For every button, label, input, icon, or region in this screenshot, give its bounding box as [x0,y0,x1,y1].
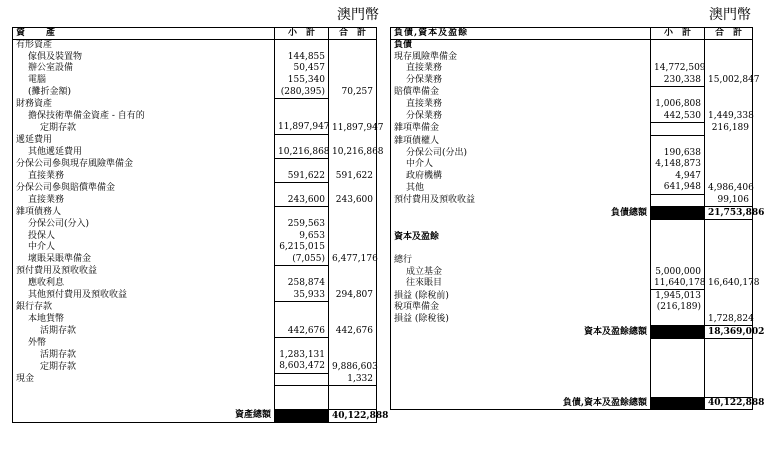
line-item-row [391,87,753,99]
total-value: 216,189 [705,123,753,136]
total-value [329,278,377,290]
subtotal-value [275,337,329,349]
grand-total-row-value: 40,122,888 [705,397,753,410]
spacer-row [13,386,377,398]
total-value [705,171,753,183]
line-item-label: 政府機構 [406,170,443,181]
line-item-label: 總行 [394,254,413,265]
spacer-row [391,362,753,374]
subtotal-value [275,183,329,195]
line-item-row [391,182,753,194]
line-item-row [13,134,377,146]
line-item-label: 雜項債務人 [16,207,62,218]
subtotal-value [275,158,329,170]
line-item-row [391,135,753,147]
total-value [329,231,377,243]
line-item-label: 其他遞延費用 [28,146,83,157]
line-item-row [391,171,753,183]
total-value [705,159,753,171]
line-item-label: 中介人 [28,242,56,253]
total-value [329,302,377,314]
spacer-cell [329,398,377,410]
subtotal-value: 442,676 [275,325,329,337]
total-value [705,290,753,302]
line-item-row [13,158,377,170]
subtotal-value: 230,338 [651,75,705,87]
total-value [329,219,377,231]
line-item-row [391,63,753,75]
line-item-label: 定期存款 [40,361,77,372]
total-value [705,302,753,314]
line-item-row [13,325,377,337]
subtotal-value: 11,897,947 [275,122,329,134]
line-item-row [13,122,377,134]
total-value: 1,728,824 [705,314,753,326]
spacer-cell [705,350,753,362]
line-item-row [13,266,377,278]
line-item-row [13,231,377,243]
line-item-label: 預付費用及預收收益 [16,266,98,277]
line-item-row [13,63,377,75]
line-item-label: 有形資產 [16,40,53,51]
line-item-label: 雜項債權人 [394,135,440,146]
line-item-row [13,361,377,373]
total-value: 1,449,338 [705,111,753,123]
total-value [705,87,753,99]
line-item-row [13,207,377,219]
spacer-cell [275,398,329,410]
spacer-cell [329,386,377,398]
line-item-label: 應收利息 [28,278,65,289]
liabilities-total-row-black-cell [651,207,705,220]
line-item-row [13,86,377,98]
line-item-row [13,349,377,361]
subtotal-value: 243,600 [275,195,329,207]
line-item-row [391,75,753,87]
line-item-label: 雜項準備金 [394,123,440,134]
line-item-row [391,40,753,52]
line-item-label: 稅項準備金 [394,302,440,313]
line-item-row [13,98,377,110]
line-item-row [391,123,753,136]
spacer-row [391,374,753,386]
total-value [329,337,377,349]
line-item-label: 直接業務 [406,63,443,74]
subtotal-value: 11,640,178 [651,278,705,290]
subtotal-value [275,40,329,52]
spacer-cell [391,350,651,362]
line-item-label: 財務資產 [16,99,53,110]
line-item-label: 壞賬呆賬準備金 [28,254,92,265]
total-value: 99,106 [705,194,753,207]
spacer-row [391,350,753,362]
subtotal-value [651,52,705,64]
spacer-row [391,385,753,397]
line-item-row [391,255,753,267]
total-value: 16,640,178 [705,278,753,290]
line-item-label: 直接業務 [406,99,443,110]
subtotal-value [275,373,329,386]
spacer-row [391,232,753,244]
total-value [329,314,377,326]
assets-header-row [13,28,377,40]
spacer-cell [651,374,705,386]
grand-total-row-label: 負債,資本及盈餘總額 [562,397,647,408]
line-item-label: 投保人 [28,230,56,241]
line-item-row [391,314,753,326]
total-value [329,134,377,146]
subtotal-value [275,207,329,219]
spacer-cell [391,338,651,350]
total-value [329,40,377,52]
subtotal-value: 4,148,873 [651,159,705,171]
currency-label-left: 澳門幣 [337,7,379,23]
total-value: 243,600 [329,195,377,207]
subtotal-value: (216,189) [651,302,705,314]
line-item-label: 分保公司參與賠償準備金 [16,183,116,194]
line-item-label: 直接業務 [28,195,65,206]
line-item-label: 辦公室設備 [28,63,74,74]
line-item-label: 遞延費用 [16,134,53,145]
line-item-row [13,195,377,207]
spacer-cell [391,374,651,386]
spacer-row [13,398,377,410]
line-item-row [13,75,377,87]
total-value [705,63,753,75]
subtotal-value: 8,603,472 [275,361,329,373]
subtotal-value: 155,340 [275,75,329,87]
line-item-label: (攤折金額) [28,86,72,97]
subtotal-value: (280,395) [275,86,329,98]
total-value: 9,886,603 [329,361,377,373]
subtotal-value: 1,283,131 [275,349,329,361]
liabilities-header-row [391,28,753,40]
spacer-cell [651,338,705,350]
subtotal-value [651,314,705,326]
total-value: 591,622 [329,171,377,183]
liabilities-table [390,27,765,410]
total-value [705,135,753,147]
liabilities-body [391,40,765,410]
spacer-cell [651,385,705,397]
spacer-cell [705,219,753,231]
line-item-label: 分保業務 [406,111,443,122]
capital-total-row-black-cell [651,326,705,339]
spacer-cell [13,398,275,410]
line-item-label: 分保公司參與現存風險準備金 [16,158,134,169]
assets-heading: 資 產 [13,28,275,40]
total-value [329,52,377,64]
subtotal-value: 14,772,509 [651,63,705,75]
total-heading: 合 計 [329,28,377,40]
line-item-row [391,111,753,123]
line-item-label: 成立基金 [406,266,443,277]
line-item-label: 分保公司(分出) [406,147,468,158]
total-value [705,255,753,267]
spacer-cell [651,232,705,244]
line-item-label: 電腦 [28,75,47,86]
total-value [705,52,753,64]
subtotal-value [651,255,705,267]
spacer-row [391,219,753,231]
subtotal-value [651,194,705,207]
subtotal-value [275,134,329,146]
subtotal-heading: 小 計 [651,28,705,40]
total-value [329,242,377,254]
grand-total-row [391,397,753,410]
assets-total-row-label: 資產總額 [234,410,271,421]
spacer-cell [651,243,705,255]
line-item-row [13,52,377,64]
subtotal-value [275,98,329,110]
subtotal-value [651,135,705,147]
line-item-label: 分保業務 [406,75,443,86]
spacer-cell [705,232,753,244]
total-value [329,63,377,75]
liabilities-heading: 負債,資本及盈餘 [391,28,651,40]
line-item-row [13,242,377,254]
assets-table [12,27,389,423]
line-item-row [13,278,377,290]
assets-total-row-value: 40,122,888 [329,410,377,423]
line-item-label: 分保公司(分入) [28,219,90,230]
line-item-label: 外幣 [28,337,47,348]
total-value [329,207,377,219]
subtotal-value: 10,216,868 [275,146,329,158]
line-item-label: 本地貨幣 [28,313,65,324]
line-item-row [13,219,377,231]
line-item-row [391,99,753,111]
spacer-cell [391,385,651,397]
subtotal-value: 591,622 [275,171,329,183]
total-value: 70,257 [329,86,377,98]
total-value: 294,807 [329,289,377,301]
spacer-cell [651,362,705,374]
subtotal-value: 259,563 [275,219,329,231]
total-value [329,183,377,195]
line-item-label: 其他預付費用及預收收益 [28,290,128,301]
subtotal-value: 144,855 [275,52,329,64]
total-value [329,75,377,87]
line-item-row [13,373,377,386]
line-item-row [13,171,377,183]
line-item-row [391,302,753,314]
spacer-cell [651,219,705,231]
capital-total-row [391,326,753,339]
line-item-row [13,146,377,158]
total-value [329,349,377,361]
liabilities-total-row [391,207,753,220]
line-item-label: 中介人 [406,159,434,170]
subtotal-heading: 小 計 [275,28,329,40]
line-item-label: 賠償準備金 [394,87,440,98]
subtotal-value: 35,933 [275,289,329,301]
line-item-label: 定期存款 [40,122,77,133]
line-item-row [391,290,753,302]
line-item-row [391,52,753,64]
subtotal-value: 9,653 [275,231,329,243]
total-value [329,98,377,110]
total-value [705,40,753,52]
spacer-row [391,338,753,350]
subtotal-value [651,40,705,52]
assets-total-row [13,410,377,423]
line-item-row [13,254,377,266]
line-item-row [391,278,753,290]
line-item-label: 活期存款 [40,349,77,360]
line-item-row [13,183,377,195]
line-item-row [391,266,753,278]
total-value: 15,002,847 [705,75,753,87]
line-item-label: 現金 [16,373,35,384]
spacer-cell [705,338,753,350]
liabilities-total-row-label: 負債總額 [610,207,647,218]
line-item-label: 預付費用及預收收益 [394,195,476,206]
subtotal-value: 50,457 [275,63,329,75]
total-value [705,147,753,159]
line-item-label: 損益 (除稅前) [394,290,449,301]
subtotal-value [275,266,329,278]
line-item-row [13,289,377,301]
total-value: 6,477,176 [329,254,377,266]
line-item-label: 擔保技術準備金資產 - 自有的 [28,110,145,121]
currency-label-right: 澳門幣 [709,7,751,23]
subtotal-value: 1,945,013 [651,290,705,302]
line-item-label: 往來賬目 [406,278,443,289]
line-item-row [13,302,377,314]
total-value [329,266,377,278]
total-value [705,266,753,278]
subtotal-value [275,111,329,123]
subtotal-value: 1,006,808 [651,99,705,111]
spacer-cell [651,350,705,362]
subtotal-value [651,87,705,99]
subtotal-value: 4,947 [651,171,705,183]
line-item-row [13,111,377,123]
line-item-row [13,337,377,349]
capital-total-row-label: 資本及盈餘總額 [583,326,647,337]
total-value: 442,676 [329,325,377,337]
spacer-cell [391,243,651,255]
total-value [705,99,753,111]
grand-total-row-black-cell [651,397,705,410]
total-value: 11,897,947 [329,122,377,134]
line-item-row [391,159,753,171]
line-item-label: 其他 [406,182,425,193]
line-item-label: 現存風險準備金 [394,51,458,62]
section-heading: 資本及盈餘 [394,231,440,242]
spacer-cell [705,243,753,255]
subtotal-value: (7,055) [275,254,329,266]
subtotal-value: 258,874 [275,278,329,290]
subtotal-value [275,302,329,314]
line-item-label: 活期存款 [40,325,77,336]
subtotal-value: 641,948 [651,182,705,194]
subtotal-value: 190,638 [651,147,705,159]
total-value [329,158,377,170]
assets-total-row-black-cell [275,410,329,423]
subtotal-value: 442,530 [651,111,705,123]
total-value [329,111,377,123]
total-value: 10,216,868 [329,146,377,158]
total-value: 4,986,406 [705,182,753,194]
total-heading: 合 計 [705,28,753,40]
subtotal-value: 6,215,015 [275,242,329,254]
line-item-label: 銀行存款 [16,302,53,313]
line-item-label: 負債 [394,40,413,51]
line-item-row [13,314,377,326]
subtotal-value [275,314,329,326]
spacer-cell [705,385,753,397]
capital-total-row-value: 18,369,002 [705,326,753,339]
subtotal-value: 5,000,000 [651,266,705,278]
spacer-cell [705,374,753,386]
assets-body [13,40,389,423]
total-value: 1,332 [329,373,377,386]
spacer-row [391,243,753,255]
line-item-label: 直接業務 [28,171,65,182]
spacer-cell [13,386,275,398]
spacer-cell [275,386,329,398]
line-item-row [13,40,377,52]
line-item-label: 損益 (除稅後) [394,314,449,325]
line-item-row [391,194,753,207]
line-item-label: 傢俱及裝置物 [28,51,83,62]
subtotal-value [651,123,705,136]
spacer-cell [705,362,753,374]
spacer-cell [391,362,651,374]
spacer-cell [391,219,651,231]
line-item-row [391,147,753,159]
liabilities-total-row-value: 21,753,886 [705,207,753,220]
